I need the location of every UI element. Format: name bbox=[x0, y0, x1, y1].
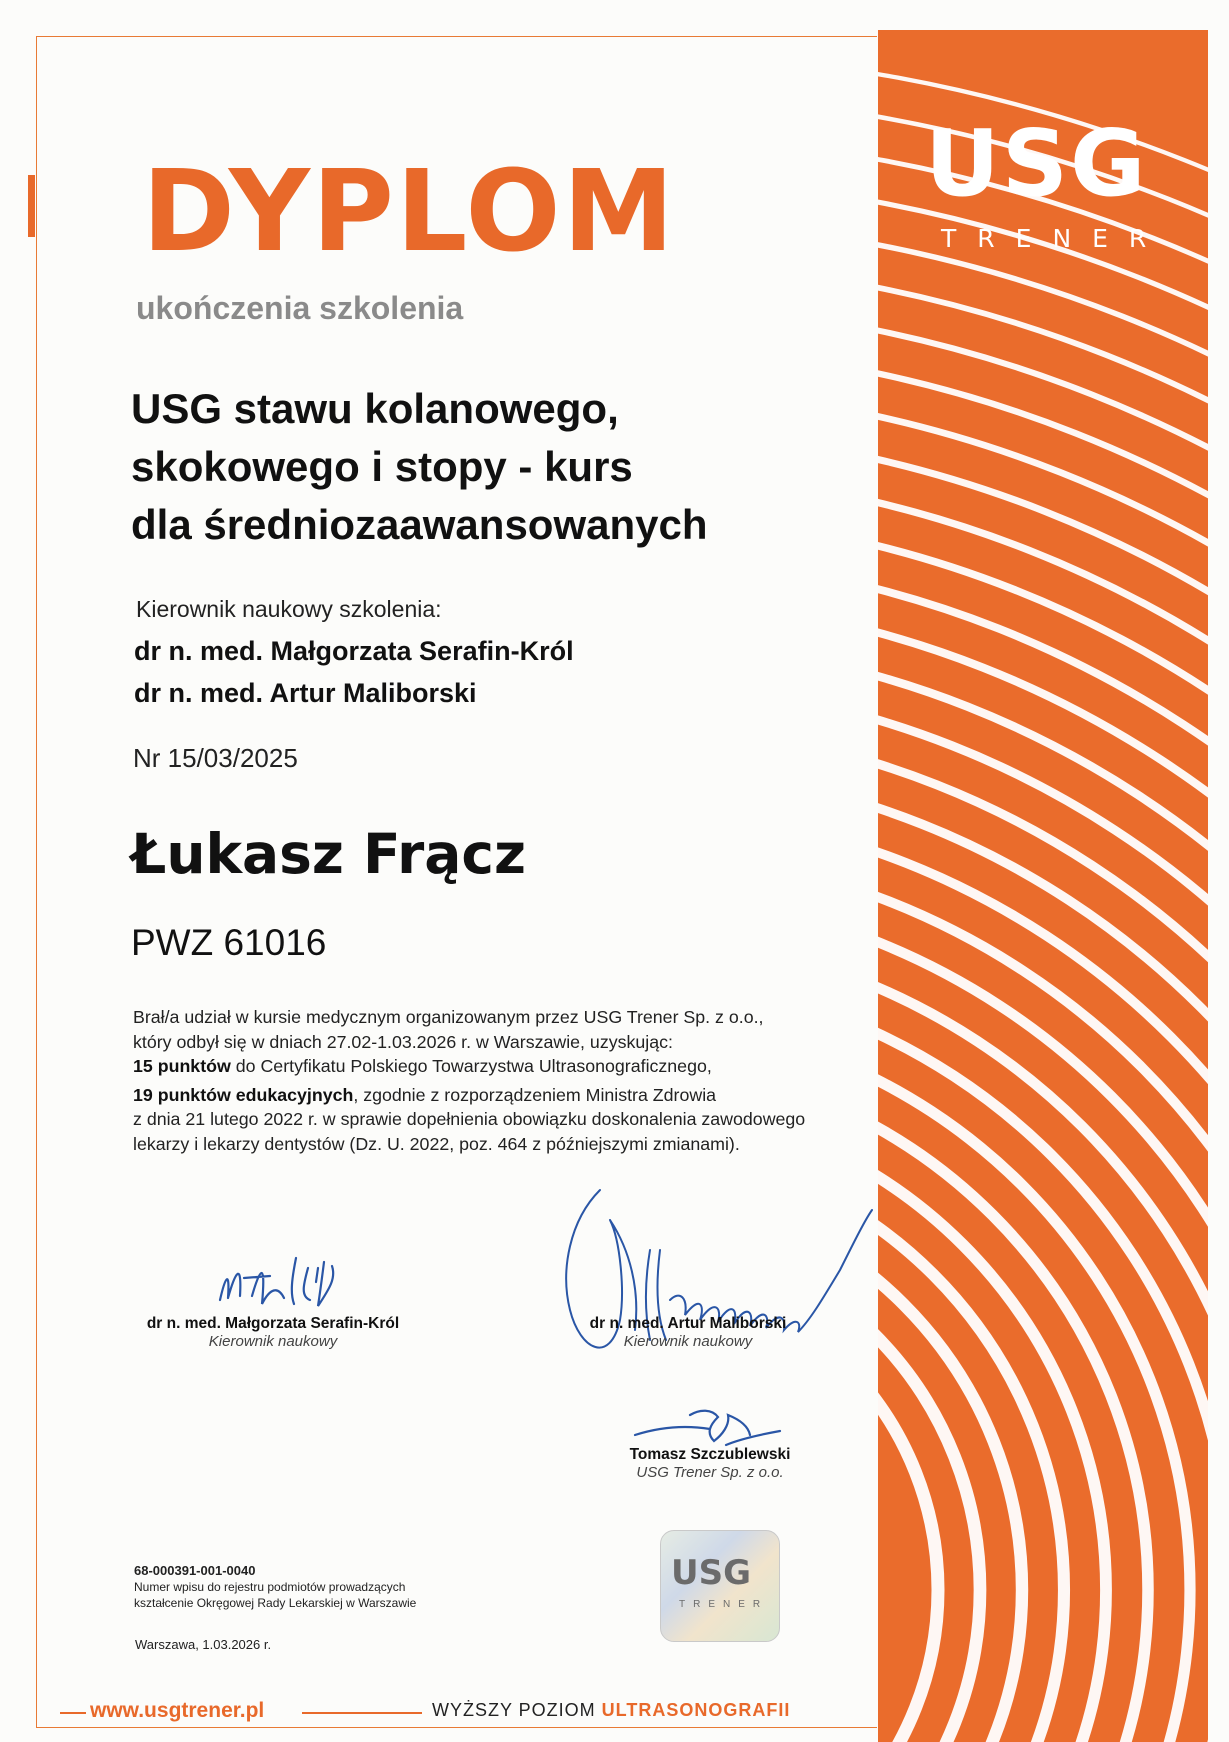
signatory-name: Tomasz Szczublewski bbox=[629, 1446, 791, 1463]
description-line: Brał/a udział w kursie medycznym organizowanym przez USG Trener Sp. z o.o., bbox=[133, 1007, 764, 1027]
course-title-line: USG stawu kolanowego, bbox=[131, 385, 619, 432]
signature-block-3 bbox=[600, 1446, 820, 1481]
decorative-ring bbox=[878, 514, 1208, 1742]
signatory-role: USG Trener Sp. z o.o. bbox=[636, 1464, 784, 1481]
handwritten-signature-2 bbox=[540, 1180, 880, 1390]
signature-block-2 bbox=[578, 1315, 798, 1350]
hologram-subtext: TRENER bbox=[679, 1599, 769, 1610]
tagline-highlight: ULTRASONOGRAFII bbox=[601, 1700, 791, 1720]
footer-divider bbox=[60, 1712, 86, 1714]
logo-trener-text: TRENER bbox=[941, 224, 1168, 253]
signatory-role: Kierownik naukowy bbox=[623, 1333, 753, 1350]
diploma-number: Nr 15/03/2025 bbox=[133, 743, 298, 773]
decorative-ring bbox=[878, 640, 1208, 1742]
description-line: który odbył się w dniach 27.02-1.03.2026 r. w Warszawie, uzyskując: bbox=[133, 1031, 673, 1052]
signatory-role: Kierownik naukowy bbox=[208, 1333, 338, 1350]
course-title bbox=[131, 380, 851, 554]
education-points: 19 punktów edukacyjnych bbox=[133, 1084, 354, 1105]
description-line: z dnia 21 lutego 2022 r. w sprawie dopełnienia obowiązku doskonalenia zawodowego bbox=[133, 1109, 806, 1129]
description-text: do Certyfikatu Polskiego Towarzystwa Ultrasonograficznego, bbox=[230, 1056, 712, 1076]
description-line: lekarzy i lekarzy dentystów (Dz. U. 2022, poz. 464 z późniejszymi zmianami). bbox=[133, 1133, 740, 1154]
course-description bbox=[133, 1005, 878, 1156]
scientific-lead-label: Kierownik naukowy szkolenia: bbox=[136, 596, 442, 622]
registry-line: kształcenie Okręgowej Rady Lekarskiej w Warszawie bbox=[134, 1596, 417, 1610]
course-title-line: dla średniozaawansowanych bbox=[131, 501, 708, 548]
decorative-ring bbox=[878, 1186, 1022, 1742]
page-title: DYPLOM bbox=[142, 147, 677, 277]
hologram-sticker bbox=[660, 1530, 780, 1642]
usg-trener-logo bbox=[925, 110, 1185, 253]
registry-line: Numer wpisu do rejestru podmiotów prowadzących bbox=[134, 1580, 406, 1594]
description-text: , zgodnie z rozporządzeniem Ministra Zdrowia bbox=[353, 1084, 717, 1105]
footer-divider bbox=[302, 1712, 422, 1714]
scientific-lead-name: dr n. med. Małgorzata Serafin-Król bbox=[134, 636, 574, 666]
signatory-name: dr n. med. Artur Maliborski bbox=[589, 1315, 787, 1332]
participant-pwz: PWZ 61016 bbox=[131, 922, 327, 963]
page-subtitle: ukończenia szkolenia bbox=[136, 290, 464, 326]
wave-rings-graphic bbox=[878, 30, 1208, 1742]
orange-band bbox=[878, 30, 1208, 1742]
signature-block-1 bbox=[118, 1315, 428, 1350]
footer-website-link[interactable]: www.usgtrener.pl bbox=[90, 1699, 265, 1722]
participant-name: Łukasz Frącz bbox=[131, 822, 526, 886]
footer-tagline bbox=[432, 1700, 790, 1721]
tagline-prefix: WYŻSZY POZIOM bbox=[432, 1700, 602, 1720]
description-line bbox=[133, 1054, 878, 1079]
ptu-points: 15 punktów bbox=[133, 1056, 231, 1076]
registry-number: 68-000391-001-0040 bbox=[134, 1563, 256, 1578]
logo-usg-text: USG bbox=[925, 110, 1148, 217]
handwritten-signature-1 bbox=[200, 1238, 380, 1318]
registry-info bbox=[134, 1563, 416, 1611]
hologram-logo-text: USG bbox=[671, 1553, 752, 1593]
signatory-name: dr n. med. Małgorzata Serafin-Król bbox=[146, 1315, 400, 1332]
decorative-ring bbox=[878, 598, 1208, 1742]
place-and-date: Warszawa, 1.03.2026 r. bbox=[135, 1637, 272, 1652]
accent-bar bbox=[28, 175, 35, 237]
scientific-lead-name: dr n. med. Artur Maliborski bbox=[134, 678, 477, 708]
course-title-line: skokowego i stopy - kurs bbox=[131, 443, 633, 490]
description-line bbox=[133, 1083, 878, 1108]
